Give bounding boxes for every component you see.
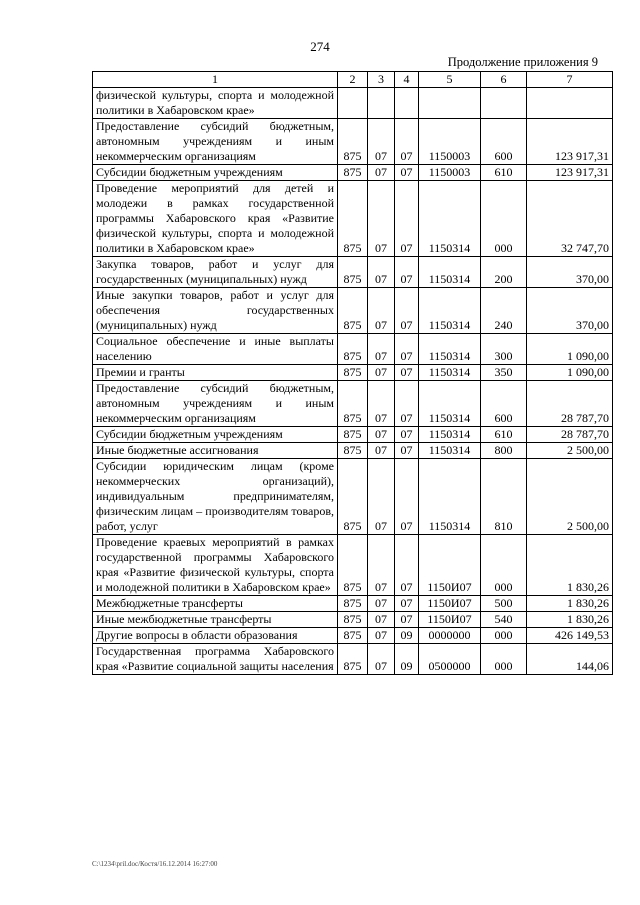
row-expense-type: 600	[481, 381, 527, 427]
row-expense-type: 610	[481, 427, 527, 443]
row-section-code: 07	[368, 181, 395, 257]
row-amount: 426 149,53	[527, 628, 613, 644]
row-expense-type: 200	[481, 257, 527, 288]
row-amount	[527, 88, 613, 119]
row-expense-type: 500	[481, 596, 527, 612]
column-header-2: 2	[338, 72, 368, 88]
row-target-article: 1150314	[419, 427, 481, 443]
row-section-code: 07	[368, 288, 395, 334]
row-description: Иные бюджетные ассигнования	[93, 443, 338, 459]
row-description: Закупка товаров, работ и услуг для государственных (муниципальных) нужд	[93, 257, 338, 288]
row-subsection-code: 07	[395, 119, 419, 165]
row-section-code: 07	[368, 612, 395, 628]
row-expense-type: 000	[481, 644, 527, 675]
row-amount: 1 090,00	[527, 365, 613, 381]
table-row	[93, 257, 613, 288]
row-target-article: 1150314	[419, 181, 481, 257]
row-section-code: 07	[368, 334, 395, 365]
row-ministry-code: 875	[338, 119, 368, 165]
table-row	[93, 288, 613, 334]
row-section-code: 07	[368, 443, 395, 459]
row-subsection-code: 07	[395, 535, 419, 596]
table-row	[93, 612, 613, 628]
table-row	[93, 644, 613, 675]
table-row	[93, 381, 613, 427]
row-description: Субсидии бюджетным учреждениям	[93, 427, 338, 443]
row-expense-type: 240	[481, 288, 527, 334]
row-description: Иные закупки товаров, работ и услуг для обеспечения государственных (муниципальных) нужд	[93, 288, 338, 334]
column-header-6: 6	[481, 72, 527, 88]
row-ministry-code: 875	[338, 288, 368, 334]
row-subsection-code: 07	[395, 596, 419, 612]
row-ministry-code: 875	[338, 459, 368, 535]
row-expense-type: 600	[481, 119, 527, 165]
row-section-code: 07	[368, 365, 395, 381]
row-description: Иные межбюджетные трансферты	[93, 612, 338, 628]
row-subsection-code: 09	[395, 628, 419, 644]
table-row	[93, 535, 613, 596]
row-amount: 370,00	[527, 257, 613, 288]
row-ministry-code: 875	[338, 427, 368, 443]
row-section-code: 07	[368, 644, 395, 675]
row-description: Субсидии юридическим лицам (кроме некоммерческих организаций), индивидуальным предпринимателям, физическим лицам – производителям товаров, работ, услуг	[93, 459, 338, 535]
row-amount: 123 917,31	[527, 165, 613, 181]
row-ministry-code: 875	[338, 334, 368, 365]
row-section-code: 07	[368, 535, 395, 596]
row-description: Межбюджетные трансферты	[93, 596, 338, 612]
row-amount: 1 830,26	[527, 535, 613, 596]
row-subsection-code: 07	[395, 365, 419, 381]
table-body	[93, 88, 613, 675]
row-subsection-code: 09	[395, 644, 419, 675]
row-subsection-code: 07	[395, 334, 419, 365]
row-subsection-code: 07	[395, 612, 419, 628]
row-description: физической культуры, спорта и молодежной политики в Хабаровском крае»	[93, 88, 338, 119]
table-row	[93, 628, 613, 644]
row-ministry-code: 875	[338, 596, 368, 612]
file-path-footer: C:\1234\pril.doc/Костя/16.12.2014 16:27:00	[92, 860, 218, 868]
table-row	[93, 427, 613, 443]
row-target-article: 1150314	[419, 381, 481, 427]
row-section-code: 07	[368, 427, 395, 443]
budget-table	[92, 71, 613, 675]
row-target-article: 1150003	[419, 119, 481, 165]
row-ministry-code: 875	[338, 257, 368, 288]
row-target-article: 1150314	[419, 459, 481, 535]
row-section-code: 07	[368, 459, 395, 535]
row-target-article: 1150314	[419, 288, 481, 334]
row-description: Предоставление субсидий бюджетным, автономным учреждениям и иным некоммерческим организациям	[93, 381, 338, 427]
row-description: Проведение мероприятий для детей и молодежи в рамках государственной программы Хабаровского края «Развитие физической культуры, спорта и молодежной политики в Хабаровском крае»	[93, 181, 338, 257]
row-amount: 2 500,00	[527, 459, 613, 535]
column-header-5: 5	[419, 72, 481, 88]
row-description: Субсидии бюджетным учреждениям	[93, 165, 338, 181]
table-row	[93, 119, 613, 165]
row-section-code: 07	[368, 628, 395, 644]
row-target-article	[419, 88, 481, 119]
row-subsection-code: 07	[395, 459, 419, 535]
row-expense-type: 610	[481, 165, 527, 181]
row-amount: 1 830,26	[527, 596, 613, 612]
row-amount: 2 500,00	[527, 443, 613, 459]
row-ministry-code: 875	[338, 535, 368, 596]
row-section-code: 07	[368, 257, 395, 288]
row-subsection-code: 07	[395, 288, 419, 334]
row-ministry-code: 875	[338, 644, 368, 675]
row-ministry-code: 875	[338, 628, 368, 644]
row-target-article: 1150И07	[419, 535, 481, 596]
row-ministry-code: 875	[338, 381, 368, 427]
row-ministry-code: 875	[338, 612, 368, 628]
row-section-code: 07	[368, 165, 395, 181]
row-ministry-code	[338, 88, 368, 119]
row-amount: 144,06	[527, 644, 613, 675]
row-subsection-code: 07	[395, 443, 419, 459]
column-header-7: 7	[527, 72, 613, 88]
column-header-1: 1	[93, 72, 338, 88]
row-description: Предоставление субсидий бюджетным, автономным учреждениям и иным некоммерческим организациям	[93, 119, 338, 165]
row-expense-type: 350	[481, 365, 527, 381]
row-amount: 1 090,00	[527, 334, 613, 365]
row-subsection-code: 07	[395, 165, 419, 181]
row-expense-type: 000	[481, 181, 527, 257]
row-expense-type: 300	[481, 334, 527, 365]
row-amount: 1 830,26	[527, 612, 613, 628]
row-target-article: 1150И07	[419, 596, 481, 612]
row-amount: 370,00	[527, 288, 613, 334]
row-subsection-code	[395, 88, 419, 119]
row-expense-type: 000	[481, 628, 527, 644]
row-target-article: 1150314	[419, 334, 481, 365]
row-ministry-code: 875	[338, 443, 368, 459]
row-expense-type	[481, 88, 527, 119]
table-row	[93, 88, 613, 119]
row-amount: 28 787,70	[527, 427, 613, 443]
row-target-article: 1150314	[419, 257, 481, 288]
row-expense-type: 800	[481, 443, 527, 459]
table-row	[93, 365, 613, 381]
row-description: Другие вопросы в области образования	[93, 628, 338, 644]
column-header-4: 4	[395, 72, 419, 88]
row-target-article: 0000000	[419, 628, 481, 644]
row-section-code: 07	[368, 381, 395, 427]
row-ministry-code: 875	[338, 365, 368, 381]
row-target-article: 0500000	[419, 644, 481, 675]
table-header	[93, 72, 613, 88]
row-section-code: 07	[368, 596, 395, 612]
table-row	[93, 181, 613, 257]
header-row	[93, 72, 613, 88]
row-subsection-code: 07	[395, 257, 419, 288]
row-subsection-code: 07	[395, 381, 419, 427]
row-subsection-code: 07	[395, 181, 419, 257]
row-target-article: 1150003	[419, 165, 481, 181]
row-target-article: 1150314	[419, 365, 481, 381]
row-section-code: 07	[368, 119, 395, 165]
row-expense-type: 540	[481, 612, 527, 628]
row-ministry-code: 875	[338, 165, 368, 181]
row-amount: 28 787,70	[527, 381, 613, 427]
continuation-label: Продолжение приложения 9	[447, 55, 598, 69]
table-row	[93, 596, 613, 612]
column-header-3: 3	[368, 72, 395, 88]
row-subsection-code: 07	[395, 427, 419, 443]
row-description: Проведение краевых мероприятий в рамках государственной программы Хабаровского края «Развитие физической культуры, спорта и молодежной политики в Хабаровском крае»	[93, 535, 338, 596]
table-row	[93, 165, 613, 181]
row-ministry-code: 875	[338, 181, 368, 257]
page-number: 274	[310, 39, 330, 54]
row-amount: 123 917,31	[527, 119, 613, 165]
row-section-code	[368, 88, 395, 119]
table-row	[93, 459, 613, 535]
table-row	[93, 334, 613, 365]
row-description: Премии и гранты	[93, 365, 338, 381]
row-target-article: 1150314	[419, 443, 481, 459]
row-description: Социальное обеспечение и иные выплаты населению	[93, 334, 338, 365]
row-amount: 32 747,70	[527, 181, 613, 257]
table-row	[93, 443, 613, 459]
row-target-article: 1150И07	[419, 612, 481, 628]
row-description: Государственная программа Хабаровского края «Развитие социальной защиты населения	[93, 644, 338, 675]
row-expense-type: 000	[481, 535, 527, 596]
row-expense-type: 810	[481, 459, 527, 535]
